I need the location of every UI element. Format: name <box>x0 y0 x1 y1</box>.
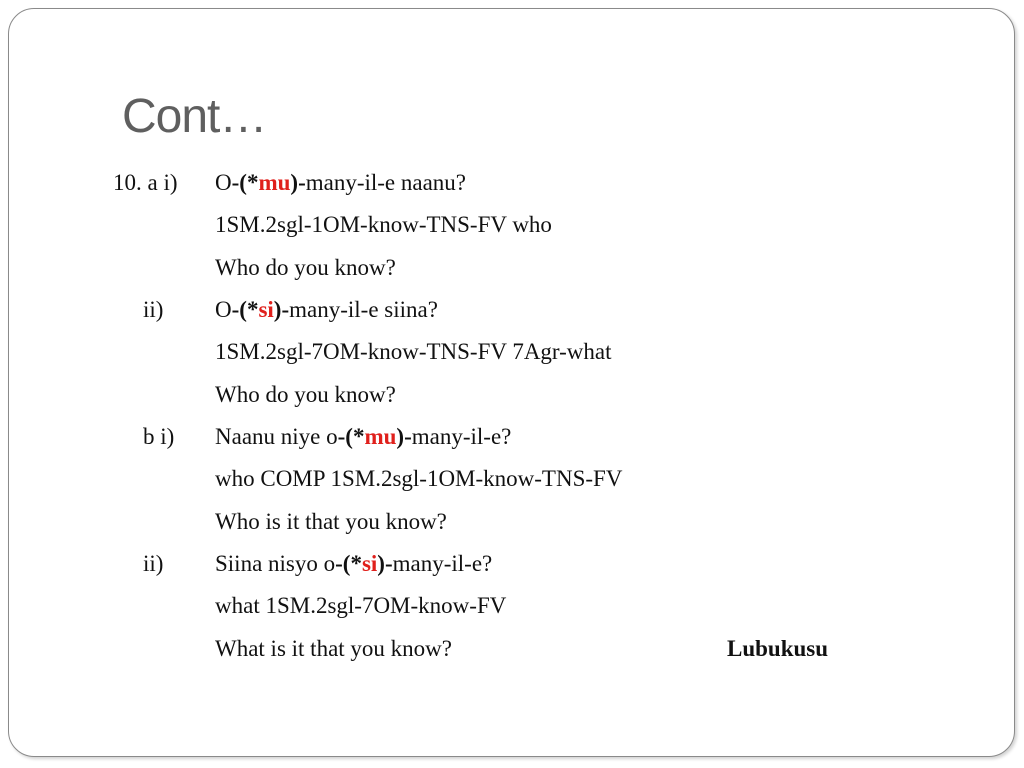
gloss-text: what 1SM.2sgl-7OM-know-FV <box>215 593 507 618</box>
example-form <box>215 416 511 458</box>
form-prefix: Naanu niye o <box>215 424 338 449</box>
language-label: Lubukusu <box>727 636 829 661</box>
bracket-close: )- <box>396 424 412 449</box>
example-form <box>215 289 438 331</box>
example-label: ii) <box>143 297 164 322</box>
form-rest: many-il-e? <box>392 551 493 576</box>
bracket-open: -(* <box>337 424 365 449</box>
form-rest: many-il-e siina? <box>289 297 438 322</box>
gloss-text: 1SM.2sgl-7OM-know-TNS-FV 7Agr-what <box>215 339 612 364</box>
gloss-text: 1SM.2sgl-1OM-know-TNS-FV who <box>215 212 552 237</box>
example-label: b i) <box>143 424 175 449</box>
form-prefix: O <box>215 170 232 195</box>
bracket-open: -(* <box>231 170 259 195</box>
slide-title: Cont… <box>122 90 267 143</box>
example-label: 10. a i) <box>113 170 178 195</box>
form-prefix: O <box>215 297 232 322</box>
translation-text: Who is it that you know? <box>215 509 447 534</box>
form-prefix: Siina nisyo o <box>215 551 336 576</box>
form-rest: many-il-e? <box>411 424 512 449</box>
object-marker: si <box>258 297 274 322</box>
bracket-close: )- <box>290 170 306 195</box>
bracket-close: )- <box>377 551 393 576</box>
object-marker: si <box>361 551 378 576</box>
bracket-open: -(* <box>335 551 362 576</box>
gloss-text: who COMP 1SM.2sgl-1OM-know-TNS-FV <box>215 466 623 491</box>
translation-text: Who do you know? <box>215 382 396 407</box>
object-marker: mu <box>258 170 291 195</box>
bracket-open: -(* <box>231 297 259 322</box>
object-marker: mu <box>364 424 397 449</box>
example-form <box>215 162 466 204</box>
form-rest: many-il-e naanu? <box>305 170 467 195</box>
example-b-ii-translation <box>0 628 1024 670</box>
translation-text: Who do you know? <box>215 255 396 280</box>
translation-text: What is it that you know? <box>215 636 452 661</box>
example-label: ii) <box>143 551 164 576</box>
bracket-close: )- <box>273 297 290 322</box>
example-form <box>215 543 492 585</box>
